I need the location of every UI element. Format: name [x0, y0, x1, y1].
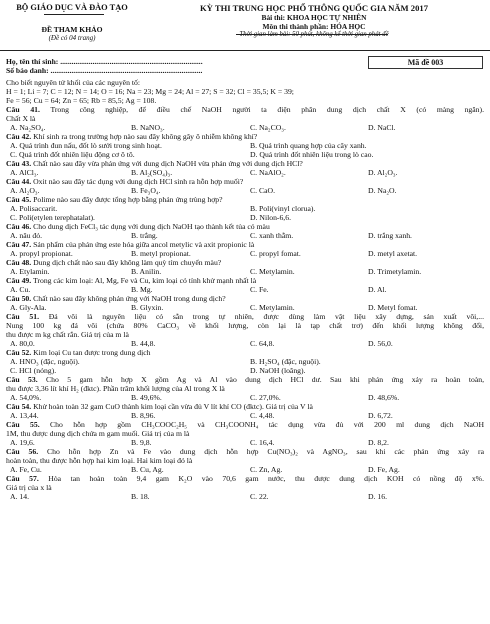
question-text: Đá vôi là nguyên liệu có sẵn trong tự nhiên, được dùng làm vật liệu xây dựng, sản xuất vôi,...: [39, 312, 484, 321]
answer-options-row: [6, 492, 484, 501]
answer-option: C. 16,4.: [250, 438, 275, 447]
answer-option: A. Fe, Cu.: [10, 465, 42, 474]
answer-option: C. Na₂CO₃.: [250, 123, 286, 132]
text-line-content: H = 1; Li = 7; C = 12; N = 14; O = 16; Na = 23; Mg = 24; Al = 27; S = 32; Cl = 35,5; K = 39;: [6, 87, 294, 96]
question-number: Câu 55.: [6, 420, 40, 429]
answer-option: C. Quá trình đốt nhiên liệu động cơ ô tô.: [10, 150, 135, 159]
answer-option: C. 27,0%.: [250, 393, 281, 402]
question-line: [6, 312, 484, 321]
text-line-content: Fe = 56; Cu = 64; Zn = 65; Rb = 85,5; Ag = 108.: [6, 96, 157, 105]
text-line-content: 1M, thu được dung dịch chứa m gam muối. Giá trị của m là: [6, 429, 190, 438]
text-line-content: hoàn toàn, thu được hỗn hợp hai kim loại. Hai kim loại đó là: [6, 456, 193, 465]
question-line: [6, 474, 484, 483]
answer-option: D. trắng xanh.: [368, 231, 412, 240]
answer-option: C. HCl (nóng).: [10, 366, 57, 375]
answer-option: B. 44,8.: [131, 339, 156, 348]
text-line: [6, 96, 484, 105]
text-line-content: Chất X là: [6, 114, 36, 123]
answer-options-row: [6, 213, 484, 222]
answer-option: D. Fe, Ag.: [368, 465, 400, 474]
answer-option: A. Polisaccarit.: [10, 204, 58, 213]
answer-options-row: [6, 168, 484, 177]
answer-options-row: [6, 303, 484, 312]
question-number: Câu 47.: [6, 240, 32, 249]
answer-option: C. 4,48.: [250, 411, 275, 420]
header-divider: [0, 50, 490, 51]
document-type: ĐỀ THAM KHẢO: [41, 25, 103, 34]
text-line: [6, 114, 484, 123]
exam-subject: Môn thi thành phần: HÓA HỌC: [262, 22, 366, 31]
question-number: Câu 49.: [6, 276, 32, 285]
question-text: Sản phẩm của phản ứng este hóa giữa ancol metylic và axit propionic là: [31, 240, 255, 249]
question-text: Khử hoàn toàn 32 gam CuO thành kim loại cần vừa đủ V lít khí CO (đktc). Giá trị của V là: [31, 402, 313, 411]
answer-option: A. Al₂O₃.: [10, 186, 40, 195]
exam-header: [0, 3, 490, 45]
answer-options-row: [6, 285, 484, 294]
subject-underline: [236, 34, 388, 35]
answer-option: A. nâu đỏ.: [10, 231, 43, 240]
exam-section: Bài thi: KHOA HỌC TỰ NHIÊN: [261, 13, 367, 22]
text-line-content: thu được 3,36 lít khí H₂ (đktc). Phần trăm khối lượng của Al trong X là: [6, 384, 225, 393]
answer-option: A. 19,6.: [10, 438, 35, 447]
question-number: Câu 46.: [6, 222, 32, 231]
answer-option: B. 49,6%.: [131, 393, 162, 402]
answer-options-row: [6, 366, 484, 375]
answer-option: B. 8,96.: [131, 411, 156, 420]
answer-option: B. Poli(vinyl clorua).: [250, 204, 316, 213]
question-text: Cho hỗn hợp Zn và Fe vào dung dịch hỗn hợp Cu(NO₃)₂ và AgNO₃, sau khi các phản ứng xảy ra: [38, 447, 484, 456]
answer-option: A. AlCl₃.: [10, 168, 39, 177]
question-text: Hòa tan hoàn toàn 9,4 gam K₂O vào 70,6 gam nước, thu được dung dịch KOH có nồng độ x%.: [38, 474, 484, 483]
question-number: Câu 57.: [6, 474, 39, 483]
text-line: [6, 384, 484, 393]
exam-title: KỲ THI TRUNG HỌC PHỔ THÔNG QUỐC GIA NĂM 2017: [200, 3, 428, 13]
answer-options-row: [6, 411, 484, 420]
question-number: Câu 44.: [6, 177, 32, 186]
answer-option: D. Al.: [368, 285, 387, 294]
ministry-underline: [44, 14, 104, 15]
answer-options-row: [6, 267, 484, 276]
answer-option: D. Na₂O.: [368, 186, 397, 195]
exam-time: Thời gian làm bài: 50 phút, không kể thời gian phát đề: [239, 31, 389, 38]
answer-option: D. 48,6%.: [368, 393, 400, 402]
answer-option: A. Na₂SO₄.: [10, 123, 46, 132]
question-number: Câu 56.: [6, 447, 39, 456]
answer-options-row: [6, 438, 484, 447]
text-line-content: Cho biết nguyên tử khối của các nguyên tố:: [6, 78, 140, 87]
answer-option: A. Cu.: [10, 285, 31, 294]
question-line: [6, 195, 484, 204]
question-line: [6, 375, 484, 384]
answer-option: A. 13,44.: [10, 411, 39, 420]
question-number: Câu 51.: [6, 312, 40, 321]
question-text: Cho hỗn hợp gồm CH₃COOC₂H₅ và CH₃COONH₄ tác dụng vừa đủ với 200 ml dung dịch NaOH: [39, 420, 485, 429]
answer-option: D. Al₂O₃.: [368, 168, 398, 177]
question-line: [6, 402, 484, 411]
answer-option: C. xanh thẫm.: [250, 231, 294, 240]
answer-options-row: [6, 123, 484, 132]
answer-option: C. NaAlO₂.: [250, 168, 286, 177]
question-line: [6, 276, 484, 285]
answer-options-row: [6, 357, 484, 366]
question-line: [6, 177, 484, 186]
ministry-name: BỘ GIÁO DỤC VÀ ĐÀO TẠO: [16, 3, 128, 12]
question-number: Câu 50.: [6, 294, 32, 303]
answer-option: C. Zn, Ag.: [250, 465, 283, 474]
question-text: Dung dịch chất nào sau đây không làm quỳ tím chuyển màu?: [31, 258, 222, 267]
question-text: Kim loại Cu tan được trong dung dịch: [31, 348, 151, 357]
answer-option: A. Etylamin.: [10, 267, 50, 276]
answer-option: D. metyl axetat.: [368, 249, 418, 258]
answer-option: B. H₂SO₄ (đặc, nguội).: [250, 357, 321, 366]
text-line: [6, 330, 484, 339]
text-line-content: thu được m kg chất rắn. Giá trị của m là: [6, 330, 129, 339]
answer-option: B. NaNO₃.: [131, 123, 165, 132]
answer-option: C. CaO.: [250, 186, 275, 195]
question-text: Khí sinh ra trong trường hợp nào sau đây không gây ô nhiễm không khí?: [31, 132, 258, 141]
answer-option: B. Glyxin.: [131, 303, 164, 312]
answer-option: C. Metylamin.: [250, 267, 295, 276]
question-text: Polime nào sau đây được tổng hợp bằng phản ứng trùng hợp?: [31, 195, 223, 204]
text-line: [6, 483, 484, 492]
question-line: [6, 294, 484, 303]
question-number: Câu 43.: [6, 159, 32, 168]
answer-options-row: [6, 231, 484, 240]
question-text: Cho 5 gam hỗn hợp X gồm Ag và Al vào dung dịch HCl dư. Sau khi phản ứng xảy ra hoàn toàn,: [37, 375, 485, 384]
text-line: [6, 456, 484, 465]
answer-options-row: [6, 141, 484, 150]
answer-option: B. Anilin.: [131, 267, 162, 276]
answer-option: B. Mg.: [131, 285, 153, 294]
question-line: [6, 240, 484, 249]
answer-option: D. 56,0.: [368, 339, 393, 348]
answer-option: D. Trimetylamin.: [368, 267, 422, 276]
answer-option: B. Quá trình quang hợp của cây xanh.: [250, 141, 367, 150]
answer-option: C. Metylamin.: [250, 303, 295, 312]
question-line: [6, 258, 484, 267]
question-number: Câu 54.: [6, 402, 32, 411]
question-line: [6, 105, 484, 114]
answer-option: D. 8,2.: [368, 438, 389, 447]
answer-option: A. HNO₃ (đặc, nguội).: [10, 357, 80, 366]
text-line: [6, 321, 484, 330]
text-line: [6, 78, 484, 87]
question-number: Câu 48.: [6, 258, 32, 267]
student-name-field: Họ, tên thí sinh: ...........................................................................: [6, 57, 203, 66]
answer-option: C. propyl fomat.: [250, 249, 301, 258]
question-text: Chất nào sau đây vừa phản ứng với dung dịch NaOH vừa phản ứng với dung dịch HCl?: [31, 159, 303, 168]
answer-options-row: [6, 249, 484, 258]
question-line: [6, 132, 484, 141]
answer-options-row: [6, 150, 484, 159]
question-line: [6, 222, 484, 231]
answer-option: B. Al₂(SO₄)₃.: [131, 168, 173, 177]
answer-option: C. Poli(etylen terephatalat).: [10, 213, 95, 222]
answer-option: C. 22.: [250, 492, 269, 501]
answer-option: A. Gly-Ala.: [10, 303, 47, 312]
answer-option: B. trắng.: [131, 231, 158, 240]
question-text: Trong các kim loại: Al, Mg, Fe và Cu, kim loại có tính khử mạnh nhất là: [31, 276, 257, 285]
question-number: Câu 52.: [6, 348, 32, 357]
answer-option: D. 16.: [368, 492, 388, 501]
answer-option: D. NaOH (loãng).: [250, 366, 306, 375]
answer-option: D. Quá trình đốt nhiên liệu trong lò cao.: [250, 150, 374, 159]
question-line: [6, 447, 484, 456]
answer-option: B. Cu, Ag.: [131, 465, 164, 474]
answer-option: D. NaCl.: [368, 123, 396, 132]
answer-option: D. Nilon-6,6.: [250, 213, 291, 222]
answer-option: A. propyl propionat.: [10, 249, 73, 258]
answer-options-row: [6, 186, 484, 195]
answer-option: D. 6,72.: [368, 411, 393, 420]
text-line: [6, 87, 484, 96]
question-text: Chất nào sau đây không phản ứng với NaOH trong dung dịch?: [31, 294, 226, 303]
answer-options-row: [6, 393, 484, 402]
question-text: Oxit nào sau đây tác dụng với dung dịch HCl sinh ra hỗn hợp muối?: [31, 177, 244, 186]
question-number: Câu 42.: [6, 132, 32, 141]
exam-code-box: Mã đề 003: [368, 56, 483, 69]
question-number: Câu 53.: [6, 375, 38, 384]
answer-option: B. Fe₃O₄.: [131, 186, 161, 195]
answer-option: D. Metyl fomat.: [368, 303, 418, 312]
answer-options-row: [6, 339, 484, 348]
question-text: Trong công nghiệp, để điều chế NaOH người ta điện phân dung dịch chất X (có màng ngăn).: [39, 105, 485, 114]
answer-options-row: [6, 465, 484, 474]
answer-option: C. 64,8.: [250, 339, 275, 348]
text-line-content: Giá trị của x là: [6, 483, 52, 492]
question-number: Câu 41.: [6, 105, 40, 114]
question-content: [6, 78, 484, 501]
text-line-content: Nung 100 kg đá vôi (chứa 80% CaCO₃ về khối lượng, còn lại là tạp chất trơ) đến khối lượng không đổi,: [6, 321, 484, 330]
question-number: Câu 45.: [6, 195, 32, 204]
answer-option: A. 54,0%.: [10, 393, 42, 402]
answer-option: A. 14.: [10, 492, 30, 501]
student-id-field: Số báo danh: ................................................................................: [6, 66, 203, 75]
answer-option: B. metyl propionat.: [131, 249, 191, 258]
text-line: [6, 429, 484, 438]
question-line: [6, 159, 484, 168]
question-text: Cho dung dịch FeCl₃ tác dụng với dung dịch NaOH tạo thành kết tủa có màu: [31, 222, 270, 231]
question-line: [6, 420, 484, 429]
student-info: [6, 57, 336, 75]
answer-option: B. 18.: [131, 492, 150, 501]
answer-option: C. Fe.: [250, 285, 269, 294]
answer-option: B. 9,8.: [131, 438, 152, 447]
page-count-note: (Đề có 04 trang): [48, 34, 96, 42]
question-line: [6, 348, 484, 357]
header-left: [4, 3, 140, 42]
answer-option: A. Quá trình đun nấu, đốt lò sưởi trong sinh hoạt.: [10, 141, 162, 150]
answer-options-row: [6, 204, 484, 213]
answer-option: A. 80,0.: [10, 339, 35, 348]
